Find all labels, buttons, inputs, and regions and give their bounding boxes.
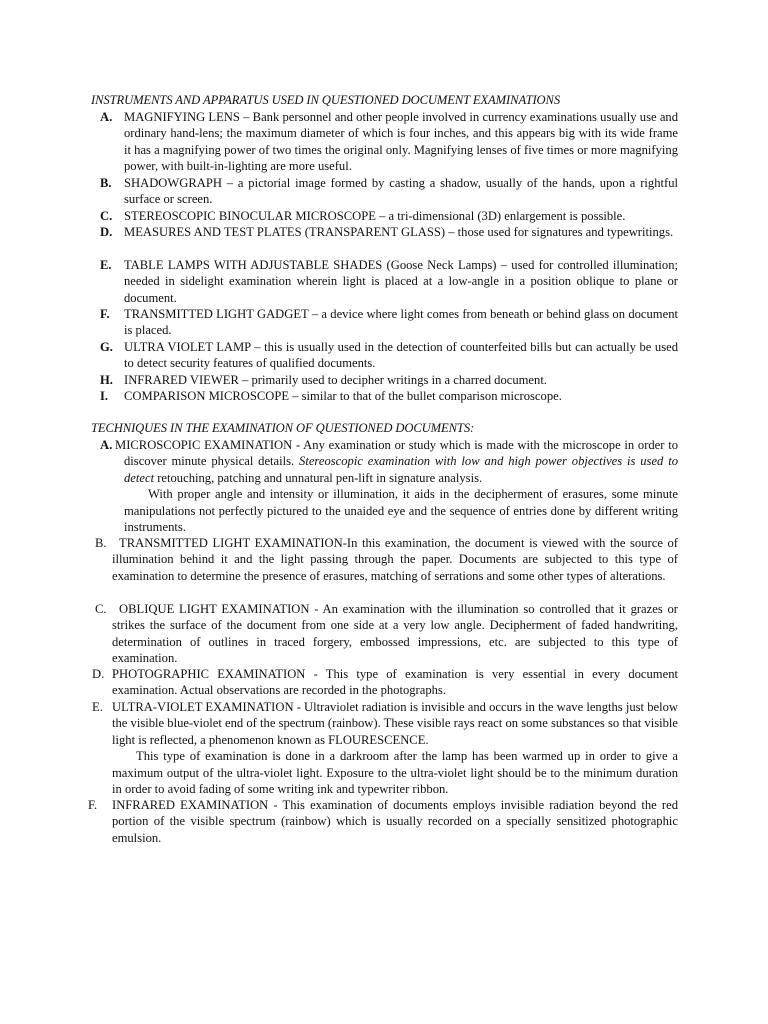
technique-d-text: PHOTOGRAPHIC EXAMINATION - This type of examination is very essential in every document examination. Actual observations are recorded in the photographs. (112, 667, 678, 698)
item-letter: F. (100, 307, 110, 321)
list-item-g (100, 339, 678, 372)
item-letter: E. (100, 258, 112, 272)
item-text: STEREOSCOPIC BINOCULAR MICROSCOPE – a tri-dimensional (3D) enlargement is possible. (124, 209, 626, 223)
technique-c-text: OBLIQUE LIGHT EXAMINATION - An examination with the illumination so controlled that it grazes or strikes the surface of the document from one side at a very low angle. Decipherment of faded handwriting, determination of outlines in traced forgery, embossed impressions, etc. are subjected to this type of examination. (112, 602, 678, 666)
technique-a-text1: MICROSCOPIC EXAMINATION - Any examination or study which is made with the microscope in order to discover minute physical details. (115, 438, 678, 469)
technique-a-text (115, 437, 678, 486)
list-item-h (100, 372, 678, 388)
item-letter: A. (100, 438, 113, 452)
technique-e-para2: This type of examination is done in a darkroom after the lamp has been warmed up in order to give a maximum output of the ultra-violet light. Exposure to the ultra-violet light should be to the minimum duration in order to avoid fading of some writing ink and typewriter ribbon. (112, 749, 678, 797)
list-item-e (100, 257, 678, 306)
item-text: SHADOWGRAPH – a pictorial image formed by casting a shadow, usually of the hands, upon a rightful surface or screen. (124, 176, 678, 207)
technique-a-italic: Stereoscopic examination with low and high power objectives is used to detect (124, 454, 678, 485)
item-text: COMPARISON MICROSCOPE – similar to that of the bullet comparison microscope. (124, 389, 562, 403)
technique-f (88, 797, 678, 846)
item-letter: B. (100, 176, 112, 190)
item-letter: D. (100, 225, 113, 239)
item-letter: G. (100, 340, 113, 354)
item-letter: D. (92, 667, 105, 681)
list-item-b (100, 175, 678, 208)
item-letter: C. (95, 602, 107, 616)
list-item-c (100, 208, 678, 224)
item-text: ULTRA VIOLET LAMP – this is usually used in the detection of counterfeited bills but can actually be used to detect security features of qualified documents. (124, 340, 678, 371)
technique-e-text: ULTRA-VIOLET EXAMINATION - Ultraviolet radiation is invisible and occurs in the wave lengths just below the visible blue-violet end of the spectrum (rainbow). These visible rays react on some substances so that visible light is reflected, a phenomenon known as FLOURESCENCE. (112, 700, 678, 747)
list-item-f (100, 306, 678, 339)
item-letter: H. (100, 373, 113, 387)
technique-a-para2: With proper angle and intensity or illumination, it aids in the decipherment of erasures, some minute manipulations not perfectly pictured to the unaided eye and the sequence of entries done by different writing instruments. (124, 487, 678, 535)
technique-d (92, 666, 678, 699)
item-text: MEASURES AND TEST PLATES (TRANSPARENT GLASS) – those used for signatures and typewritings. (124, 225, 674, 239)
item-letter: A. (100, 110, 113, 124)
item-letter: C. (100, 209, 113, 223)
technique-a-text2: retouching, patching and unnatural pen-lift in signature analysis. (154, 470, 483, 485)
item-text: INFRARED VIEWER – primarily used to decipher writings in a charred document. (124, 373, 547, 387)
item-letter: F. (88, 798, 98, 812)
technique-c (92, 601, 678, 667)
technique-f-text: INFRARED EXAMINATION - This examination of documents employs invisible radiation beyond the red portion of the visible spectrum (rainbow) which is usually recorded on a specially sensitized photographic emulsion. (112, 798, 678, 845)
list-item-a (100, 109, 678, 175)
item-letter: E. (92, 700, 103, 714)
item-text: TABLE LAMPS WITH ADJUSTABLE SHADES (Goose Neck Lamps) – used for controlled illumination; needed in sidelight examination wherein light is placed at a low-angle in a position oblique to plane or document. (124, 258, 678, 305)
item-text: MAGNIFYING LENS – Bank personnel and other people involved in currency examinations usually use and ordinary hand-lens; the maximum diameter of which is four inches, and this appears big with its wide frame it has a magnifying power of two times the original only. Magnifying lenses of five times or more magnifying power, with built-in-lighting are more useful. (124, 110, 678, 174)
technique-b-text: TRANSMITTED LIGHT EXAMINATION-In this examination, the document is viewed with the source of illumination behind it and the light passing through the paper. Documents are subjected to this type of examination to determine the presence of erasures, matching of serrations and some other types of alterations. (112, 536, 678, 583)
item-letter: B. (95, 536, 107, 550)
item-text: TRANSMITTED LIGHT GADGET – a device where light comes from beneath or behind glass on document is placed. (124, 307, 678, 338)
item-letter: I. (100, 389, 109, 403)
technique-e (92, 699, 678, 797)
section1-title: INSTRUMENTS AND APPARATUS USED IN QUESTIONED DOCUMENT EXAMINATIONS (91, 93, 561, 107)
technique-a (100, 437, 678, 535)
section2-title: TECHNIQUES IN THE EXAMINATION OF QUESTIONED DOCUMENTS: (91, 421, 475, 435)
list-item-i (100, 388, 678, 404)
list-item-d (100, 224, 678, 240)
technique-b (92, 535, 678, 584)
